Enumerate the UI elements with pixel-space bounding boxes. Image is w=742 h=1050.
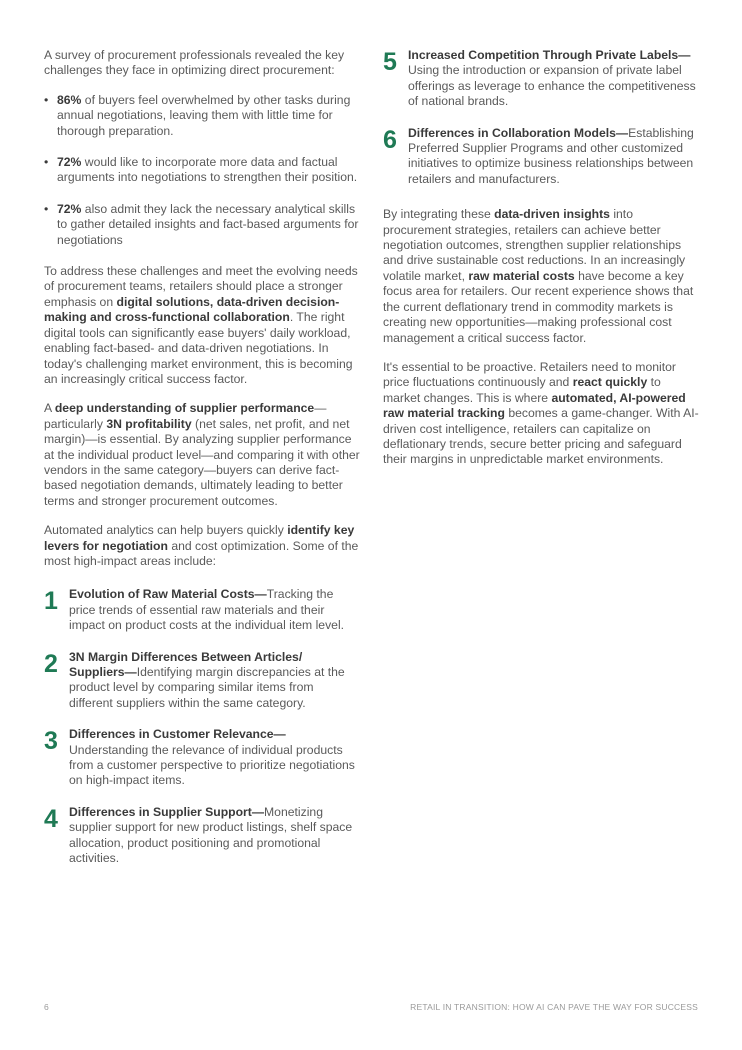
- text-span: (net sales, net profit, and net margin)—is essential. By analyzing supplier performance at the individual product level—and comparing it with other vendors in the same category—buyers can derive fact-based negotiation demands, ultimately leading to better terms and stronger procurement outcomes.: [44, 416, 360, 508]
- text-span: It's essential to be proactive. Retailers need to monitor price fluctuations continuously and: [383, 359, 676, 390]
- item-number: 5: [383, 48, 397, 76]
- text-span: By integrating these: [383, 207, 495, 222]
- item-title: Differences in Collaboration Models—: [408, 125, 629, 140]
- emphasis: deep understanding of supplier performance: [54, 401, 315, 416]
- list-item: [44, 155, 360, 186]
- numbered-item-5: [383, 48, 699, 110]
- item-title: Differences in Customer Relevance—: [69, 727, 286, 742]
- item-text: Monetizing supplier support for new product listings, shelf space allocation, product positioning and promotional activities.: [69, 804, 353, 866]
- digital-solutions-paragraph: [44, 264, 360, 387]
- text-span: have become a key focus area for retailers. Our recent experience shows that the current deflationary trend in commodity markets is creating new opportunities—making professional cost management a critical success factor.: [383, 268, 694, 345]
- emphasis: data-driven insights: [494, 207, 610, 222]
- right-column: [383, 48, 699, 482]
- bullet-text: would like to incorporate more data and factual arguments into negotiations to strengthen their position.: [57, 155, 358, 185]
- emphasis: raw material costs: [468, 268, 575, 283]
- numbered-item-6: [383, 126, 699, 188]
- left-column: [44, 48, 360, 882]
- bullet-icon: •: [44, 92, 49, 107]
- item-text: Identifying margin discrepancies at the product level by comparing similar items from different suppliers within the same category.: [69, 665, 345, 710]
- supplier-performance-paragraph: [44, 401, 360, 509]
- item-title: Differences in Supplier Support—: [69, 804, 265, 819]
- numbered-item-3: [44, 727, 360, 789]
- emphasis: automated, AI-powered raw material tracking: [383, 390, 686, 421]
- text-span: . The right digital tools can significantly ease buyers' daily workload, enabling fact-based- and data-driven negotiations. In today's challenging market environment, this is becoming an increasingly critical success factor.: [44, 310, 353, 386]
- text-span: A: [44, 401, 55, 416]
- bullet-stat: 86%: [57, 92, 82, 107]
- text-span: into procurement strategies, retailers can achieve better negotiation outcomes, strengthen supplier relationships and drive sustainable cost reductions. In an increasingly volatile market,: [383, 207, 686, 283]
- emphasis: identify key levers for negotiation: [44, 523, 355, 553]
- bullet-text: also admit they lack the necessary analytical skills to gather detailed insights and fact-based arguments for negotiations: [57, 201, 359, 247]
- numbered-item-2: [44, 650, 360, 712]
- text-span: and cost optimization. Some of the most high-impact areas include:: [44, 538, 359, 568]
- item-text: Tracking the price trends of essential raw materials and their impact on product costs at the individual item level.: [69, 587, 345, 633]
- text-span: Automated analytics can help buyers quickly: [44, 523, 288, 538]
- emphasis: 3N profitability: [106, 416, 192, 431]
- text-span: To address these challenges and meet the evolving needs of procurement teams, retailers should place a stronger emphasis on: [44, 264, 358, 309]
- item-number: 2: [44, 649, 58, 678]
- bullet-icon: •: [44, 201, 49, 216]
- text-span: becomes a game-changer. With AI-driven cost intelligence, retailers can capitalize on deflationary trends, secure better pricing and safeguard their margins in unpredictable market environments.: [383, 406, 699, 467]
- footer-title: RETAIL IN TRANSITION: HOW AI CAN PAVE THE WAY FOR SUCCESS: [410, 1002, 698, 1012]
- page-number: 6: [44, 1002, 49, 1012]
- bullet-stat: 72%: [57, 201, 82, 216]
- proactive-paragraph: [383, 360, 699, 468]
- text-span: —particularly: [44, 401, 327, 431]
- analytics-paragraph: [44, 523, 360, 569]
- data-insights-paragraph: [383, 207, 699, 346]
- intro-paragraph: A survey of procurement professionals revealed the key challenges they face in optimizing direct procurement:: [44, 48, 345, 78]
- emphasis: digital solutions, data-driven decision-making and cross-functional collaboration: [44, 294, 340, 325]
- list-item: [44, 202, 360, 248]
- item-number: 4: [44, 804, 58, 833]
- emphasis: react quickly: [572, 375, 648, 390]
- item-number: 3: [44, 727, 58, 756]
- item-number: 1: [44, 587, 58, 616]
- item-text: Understanding the relevance of individual products from a customer perspective to prioritize negotiations on high-impact items.: [69, 742, 355, 788]
- item-text: Using the introduction or expansion of private label offerings as leverage to enhance the competitiveness of national brands.: [408, 63, 696, 109]
- survey-bullet-list: [44, 93, 360, 248]
- bullet-stat: 72%: [57, 155, 82, 170]
- bullet-text: of buyers feel overwhelmed by other tasks during annual negotiations, leaving them with little time for thorough preparation.: [57, 92, 351, 138]
- item-number: 6: [383, 125, 397, 154]
- text-span: to market changes. This is where: [383, 375, 661, 405]
- numbered-item-1: [44, 587, 360, 633]
- item-title: Evolution of Raw Material Costs—: [69, 587, 267, 602]
- bullet-icon: •: [44, 155, 49, 170]
- item-title: 3N Margin Differences Between Articles/ Suppliers—: [69, 649, 303, 679]
- item-text: Establishing Preferred Supplier Programs and other customized initiatives to optimize business relationships between retailers and manufacturers.: [408, 125, 694, 186]
- numbered-item-4: [44, 805, 360, 867]
- list-item: [44, 93, 360, 139]
- item-title: Increased Competition Through Private Labels—: [408, 48, 691, 62]
